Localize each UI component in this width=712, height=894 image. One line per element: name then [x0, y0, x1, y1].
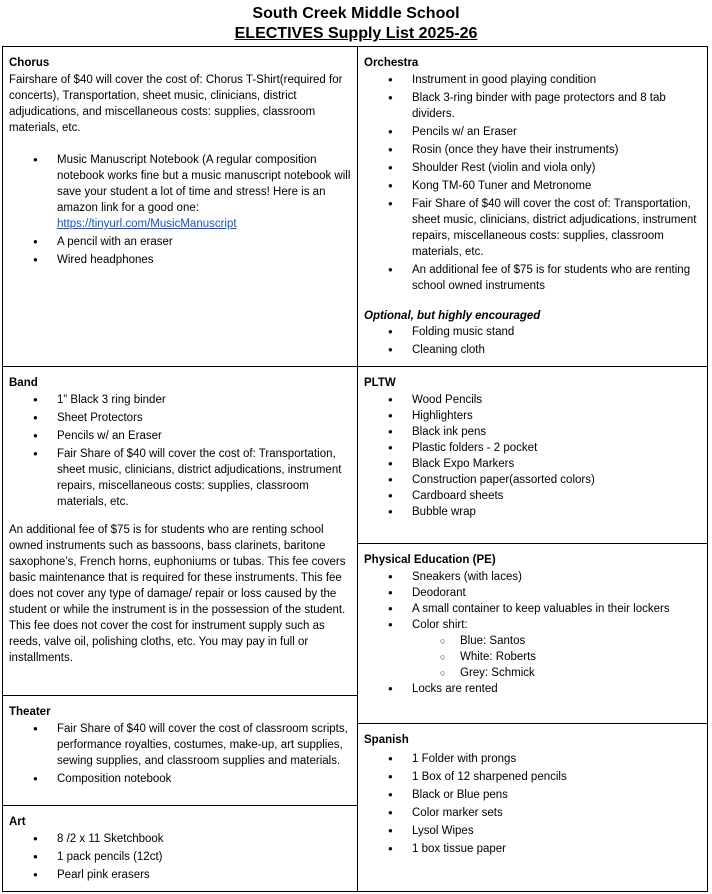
list-item: ● Folding music stand: [412, 324, 701, 340]
list-item: ● 1 Box of 12 sharpened pencils: [412, 769, 701, 785]
list-item: ● Black ink pens: [412, 424, 701, 440]
list-item: ● Deodorant: [412, 585, 701, 601]
art-list: [9, 831, 351, 883]
right-column: [358, 47, 707, 891]
band-section: [3, 367, 357, 696]
spanish-section: [358, 724, 707, 891]
list-item: ● 1 box tissue paper: [412, 841, 701, 857]
chorus-intro: Fairshare of $40 will cover the cost of: Chorus T-Shirt(required for concerts), Transportation, sheet music, clinicians, district adjudications, and miscellaneous costs: supplies, classroom materials, etc.: [9, 74, 343, 134]
list-item: ● Shoulder Rest (violin and viola only): [412, 160, 701, 176]
list-item: ● Wired headphones: [57, 252, 351, 268]
band-rental-note: An additional fee of $75 is for students who are renting school owned instruments such as bassoons, bass clarinets, baritone saxophone’s, French horns, euphoniums or tubas. This fee covers basic maintenance that is required for these instruments. This fee does not cover any type of damage/ repair or loss caused by the student or while the instrument is in the possession of the student. This fee does not cover the cost for instrument supply such as reeds, valve oil, polishing cloths, etc. You may pay in full or installments.: [9, 524, 346, 664]
section-title: Spanish: [364, 734, 409, 746]
list-item: ● Highlighters: [412, 408, 701, 424]
sub-list-item: ○ Grey: Schmick: [460, 665, 701, 681]
theater-list: [9, 721, 351, 787]
section-title: PLTW: [364, 377, 396, 389]
list-item: ● Bubble wrap: [412, 504, 701, 520]
list-item: ● Lysol Wipes: [412, 823, 701, 839]
orchestra-optional-list: [364, 324, 701, 358]
pe-section: [358, 544, 707, 724]
list-item: ● A pencil with an eraser: [57, 234, 351, 250]
section-title: Theater: [9, 706, 51, 718]
list-item: ● 1” Black 3 ring binder: [57, 392, 351, 408]
list-item: ● Cleaning cloth: [412, 342, 701, 358]
list-item: ● Sheet Protectors: [57, 410, 351, 426]
band-list: [9, 392, 351, 510]
list-item: ● Construction paper(assorted colors): [412, 472, 701, 488]
orchestra-section: [358, 47, 707, 367]
section-title: Chorus: [9, 57, 50, 69]
list-item: ● Pencils w/ an Eraser: [57, 428, 351, 444]
list-item: ● A small container to keep valuables in their lockers: [412, 601, 701, 617]
list-item: ● Music Manuscript Notebook (A regular composition notebook works fine but a music manuscript notebook will save your student a lot of time and stress! Here is an amazon link for a good one: https://tinyurl.com/MusicManuscript: [57, 152, 351, 232]
pe-list: [364, 569, 701, 697]
theater-section: [3, 696, 357, 806]
list-item: ● An additional fee of $75 is for students who are renting school owned instruments: [412, 262, 701, 294]
orchestra-list: [364, 72, 701, 294]
list-item: ● Composition notebook: [57, 771, 351, 787]
page-subtitle: ELECTIVES Supply List 2025-26: [234, 25, 478, 42]
art-section: [3, 806, 357, 891]
supply-table: [2, 46, 708, 892]
section-title: Band: [9, 377, 38, 389]
shirt-color-list: [412, 633, 701, 681]
list-item: ● Fair Share of $40 will cover the cost of: Transportation, sheet music, clinicians, district adjudications, instrument repairs, miscellaneous costs: supplies, classroom materials, etc.: [57, 446, 351, 510]
list-item: ● Cardboard sheets: [412, 488, 701, 504]
list-item: ● Instrument in good playing condition: [412, 72, 701, 88]
list-item: ● Fair Share of $40 will cover the cost of: Transportation, sheet music, clinicians, district adjudications, instrument repairs, miscellaneous costs: supplies, classroom materials, etc.: [412, 196, 701, 260]
list-item: ● Pencils w/ an Eraser: [412, 124, 701, 140]
list-item: ● 1 Folder with prongs: [412, 751, 701, 767]
list-item: ● Black 3-ring binder with page protectors and 8 tab dividers.: [412, 90, 701, 122]
chorus-section: [3, 47, 357, 367]
list-item: ● Kong TM-60 Tuner and Metronome: [412, 178, 701, 194]
list-item: ● Locks are rented: [412, 681, 701, 697]
pltw-list: [364, 392, 701, 520]
section-title: Orchestra: [364, 57, 419, 69]
list-item: ● Color shirt: ○ Blue: Santos ○ White: Roberts ○ Grey: Schmick: [412, 617, 701, 681]
pltw-section: [358, 367, 707, 544]
list-item: ● Wood Pencils: [412, 392, 701, 408]
chorus-list: [9, 152, 351, 268]
section-title: Physical Education (PE): [364, 554, 496, 566]
optional-heading: Optional, but highly encouraged: [364, 310, 541, 322]
list-item: ● Rosin (once they have their instruments): [412, 142, 701, 158]
page-title: South Creek Middle School: [252, 5, 460, 22]
left-column: [3, 47, 358, 891]
list-item: ● Color marker sets: [412, 805, 701, 821]
list-item: ● Plastic folders - 2 pocket: [412, 440, 701, 456]
list-item: ● Black Expo Markers: [412, 456, 701, 472]
list-item: ● Sneakers (with laces): [412, 569, 701, 585]
section-title: Art: [9, 816, 26, 828]
list-item: ● Pearl pink erasers: [57, 867, 351, 883]
list-item: ● 8 /2 x 11 Sketchbook: [57, 831, 351, 847]
spanish-list: [364, 751, 701, 857]
sub-list-item: ○ Blue: Santos: [460, 633, 701, 649]
sub-list-item: ○ White: Roberts: [460, 649, 701, 665]
document-header: [0, 4, 712, 44]
manuscript-link[interactable]: https://tinyurl.com/MusicManuscript: [57, 218, 237, 230]
list-item: ● 1 pack pencils (12ct): [57, 849, 351, 865]
list-item: ● Fair Share of $40 will cover the cost of classroom scripts, performance royalties, costumes, make-up, art supplies, sewing supplies, and classroom supplies and materials.: [57, 721, 351, 769]
list-item: ● Black or Blue pens: [412, 787, 701, 803]
